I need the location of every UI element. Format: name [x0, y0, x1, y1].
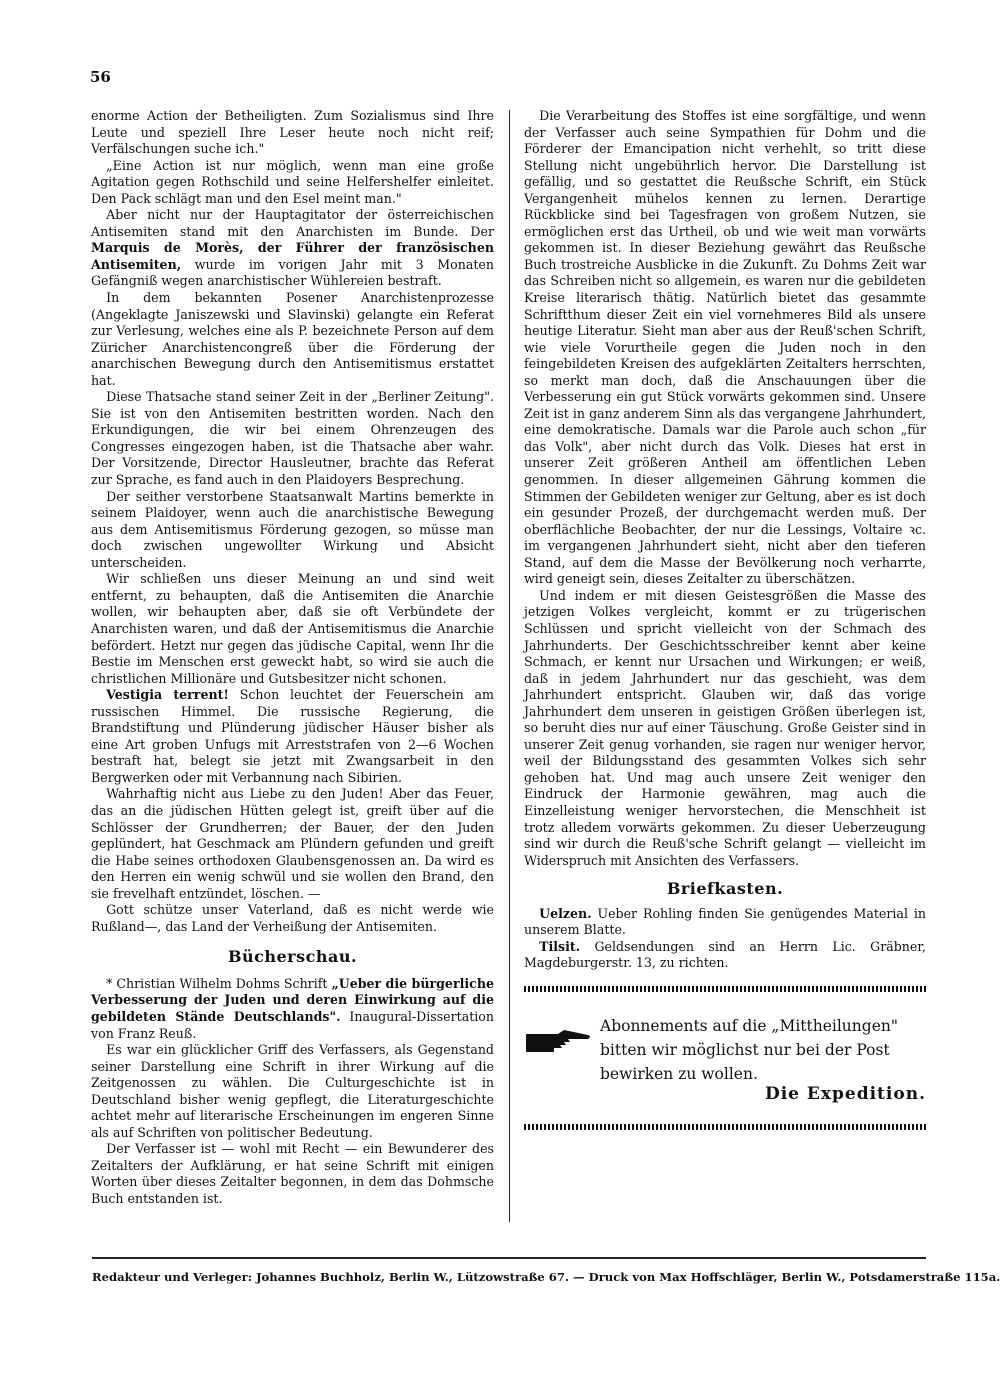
imprint-footer: Redakteur und Verleger: Johannes Buchholz, Berlin W., Lützowstraße 67. — Druck von Max Hoffschläger, Berlin W., Potsdamerstraße 115a.	[92, 1270, 1000, 1284]
footer-rule	[92, 1257, 926, 1259]
bold-name: Marquis de Morès, der Führer der französischen Antisemiten,	[91, 240, 494, 272]
paragraph: Der Verfasser ist — wohl mit Recht — ein Bewunderer des Zeitalters der Aufklärung, er hat seine Schrift mit einigen Worten über dieses Zeitalter begonnen, in dem das Dohmsche Buch entstanden ist.	[91, 1141, 494, 1206]
paragraph: * Christian Wilhelm Dohms Schrift „Ueber die bürgerliche Verbesserung der Juden und deren Einwirkung auf die gebildeten Stände Deutschlands". Inaugural-Dissertation von Franz Reuß.	[91, 975, 494, 1041]
dotted-divider	[524, 1124, 926, 1130]
paragraph: Aber nicht nur der Hauptagitator der österreichischen Antisemiten stand mit den Anarchisten im Bunde. Der Marquis de Morès, der Führer der französischen Antisemiten, wurde im vorigen Jahr mit 3 Monaten Gefängniß wegen anarchistischer Wühlereien bestraft.	[91, 207, 494, 289]
paragraph: Vestigia terrent! Schon leuchtet der Feuerschein am russischen Himmel. Die russische Regierung, die Brandstiftung und Plünderung jüdischer Häuser bisher als eine Art groben Unfugs mit Arreststrafen von 2—6 Wochen bestraft hat, belegt sie jetzt mit Zwangsarbeit in den Bergwerken oder mit Verbannung nach Sibirien.	[91, 687, 494, 785]
pointing-hand-icon	[524, 1026, 594, 1056]
paragraph: Und indem er mit diesen Geistesgrößen die Masse des jetzigen Volkes vergleicht, kommt er zu trügerischen Schlüssen und spricht vielleicht von der Schmach des Jahrhunderts. Der Geschichtsschreiber kennt aber keine Schmach, er kennt nur Ursachen und Wirkungen; er weiß, daß in jedem Jahrhundert nur das geschieht, was dem Jahrhundert entspricht. Glauben wir, daß das vorige Jahrhundert dem unseren in geistigen Größen überlegen ist, so beruht dies nur auf einer Täuschung. Große Geister sind in unserer Zeit genug vorhanden, sie ragen nur weniger hervor, weil der Bildungsstand des gesammten Volkes sich sehr gehoben hat. Und mag auch unsere Zeit weniger den Eindruck der Harmonie gewähren, mag auch die Einzelleistung weniger hervorstechen, die Menschheit ist trotz alledem vorwärts gekommen. Zu dieser Ueberzeugung sind wir durch die Reuß'sche Schrift gelangt — vielleicht im Widerspruch mit Ansichten des Verfassers.	[524, 587, 926, 868]
page-number: 56	[90, 68, 111, 86]
bold-phrase: Vestigia terrent!	[106, 687, 229, 703]
paragraph: Wahrhaftig nicht aus Liebe zu den Juden! Aber das Feuer, das an die jüdischen Hütten gelegt ist, greift über auf die Schlösser der Grundherren; der Bauer, der den Juden geplündert, hat Geschmack am Plündern gefunden und greift die Habe seines orthodoxen Glaubensgenossen an. Da wird es den Herren ein wenig schwül und sie wollen den Brand, den sie frevelhaft entzündet, löschen. —	[91, 786, 494, 901]
left-column	[91, 108, 494, 1208]
section-heading-letters: Briefkasten.	[666, 879, 784, 899]
paragraph: In dem bekannten Posener Anarchistenprozesse (Angeklagte Janiszewski und Slavinski) gelangte ein Referat zur Verlesung, welches eine als P. bezeichnete Person auf dem Züricher Anarchistencongreß über die Förderung der anarchischen Bewegung durch den Antisemitismus erstattet hat.	[91, 290, 494, 388]
notice-text: Abonnements auf die „Mittheilungen" bitten wir möglichst nur bei der Post bewirken zu wollen.	[600, 1016, 898, 1083]
paragraph: Uelzen. Ueber Rohling finden Sie genügendes Material in unserem Blatte.	[524, 905, 926, 938]
paragraph: Der seither verstorbene Staatsanwalt Martins bemerkte in seinem Plaidoyer, wenn auch die anarchistische Bewegung aus dem Antisemitismus Förderung gezogen, so müsse man doch zwischen ungewollter Wirkung und Absicht unterscheiden.	[91, 488, 494, 570]
dotted-divider	[524, 986, 926, 992]
subscription-notice	[524, 1014, 926, 1110]
section-heading-books: Bücherschau.	[227, 947, 358, 967]
paragraph: Wir schließen uns dieser Meinung an und sind weit entfernt, zu behaupten, daß die Antisemiten die Anarchie wollen, wir behaupten aber, daß sie oft Verbündete der Anarchisten waren, und daß der Antisemitismus die Anarchie befördert. Hetzt nur gegen das jüdische Capital, wenn Ihr die Bestie im Menschen erst geweckt habt, so wird sie auch die christlichen Millionäre und Gutsbesitzer nicht schonen.	[91, 571, 494, 686]
paragraph: Tilsit. Geldsendungen sind an Herrn Lic. Gräbner, Magdeburgerstr. 13, zu richten.	[524, 938, 926, 971]
column-divider	[509, 110, 510, 1222]
paragraph: „Eine Action ist nur möglich, wenn man eine große Agitation gegen Rothschild und seine Helfershelfer einleitet. Den Pack schlägt man und den Esel meint man."	[91, 157, 494, 206]
book-title: „Ueber die bürgerliche Verbesserung der Juden und deren Einwirkung auf die gebildeten Stände Deutschlands".	[91, 975, 494, 1024]
paragraph: enorme Action der Betheiligten. Zum Sozialismus sind Ihre Leute und speziell Ihre Leser heute noch nicht reif; Verfälschungen suche ich."	[91, 108, 494, 157]
paragraph: Diese Thatsache stand seiner Zeit in der „Berliner Zeitung". Sie ist von den Antisemiten bestritten worden. Nach den Erkundigungen, die wir bei einem Ohrenzeugen des Congresses eingezogen haben, ist die Thatsache aber wahr. Der Vorsitzende, Director Hausleutner, brachte das Referat zur Sprache, es fand auch in den Plaidoyers Besprechung.	[91, 389, 494, 488]
right-column	[524, 108, 926, 1144]
paragraph: Es war ein glücklicher Griff des Verfassers, als Gegenstand seiner Darstellung eine Schrift in ihrer Wirkung auf die Zeitgenossen zu wählen. Die Culturgeschichte ist in Deutschland bisher wenig gepflegt, die Literaturgeschichte achtet mehr auf literarische Erscheinungen im engeren Sinne als auf Schriften von politischer Bedeutung.	[91, 1042, 494, 1140]
notice-signature: Die Expedition.	[764, 1083, 926, 1104]
paragraph: Gott schütze unser Vaterland, daß es nicht werde wie Rußland—, das Land der Verheißung der Antisemiten.	[91, 902, 494, 934]
paragraph: Die Verarbeitung des Stoffes ist eine sorgfältige, und wenn der Verfasser auch seine Sympathien für Dohm und die Förderer der Emancipation nicht verhehlt, so tritt diese Stellung nicht ungebührlich hervor. Die Darstellung ist gefällig, und so gestattet die Reußsche Schrift, ein Stück Vergangenheit mühelos kennen zu lernen. Derartige Rückblicke sind bei Tagesfragen von großem Nutzen, sie ermöglichen erst das Urtheil, ob und wie weit man vorwärts gekommen ist. In dieser Beziehung gewährt das Reußsche Buch trostreiche Ausblicke in die Zukunft. Zu Dohms Zeit war das Schreiben nicht so allgemein, es waren nur die gebildeten Kreise literarisch thätig. Natürlich bietet das gesammte Schriftthum dieser Zeit ein viel vornehmeres Bild als unsere heutige Literatur. Sieht man aber aus der Reuß'schen Schrift, wie viele Vorurtheile gegen die Juden noch in den feingebildeten Kreisen des aufgeklärten Zeitalters herrschten, so merkt man doch, daß die Anschauungen über die Verbesserung ein gut Stück vorwärts gekommen sind. Unsere Zeit ist in ganz anderem Sinn als das vergangene Jahrhundert, eine demokratische. Damals war die Parole auch schon „für das Volk", aber nicht durch das Volk. Dieses hat erst in unserer Zeit größeren Antheil am öffentlichen Leben genommen. In dieser allgemeinen Gährung kommen die Stimmen der Gebildeten weniger zur Geltung, aber es ist doch ein gesunder Prozeß, der durchgemacht werden muß. Der oberflächliche Beobachter, der nur die Lessings, Voltaire ꝛc. im vergangenen Jahrhundert sieht, nicht aber den tieferen Stand, auf dem die Masse der Bevölkerung noch verharrte, wird geneigt sein, dieses Zeitalter zu überschätzen.	[524, 108, 926, 587]
